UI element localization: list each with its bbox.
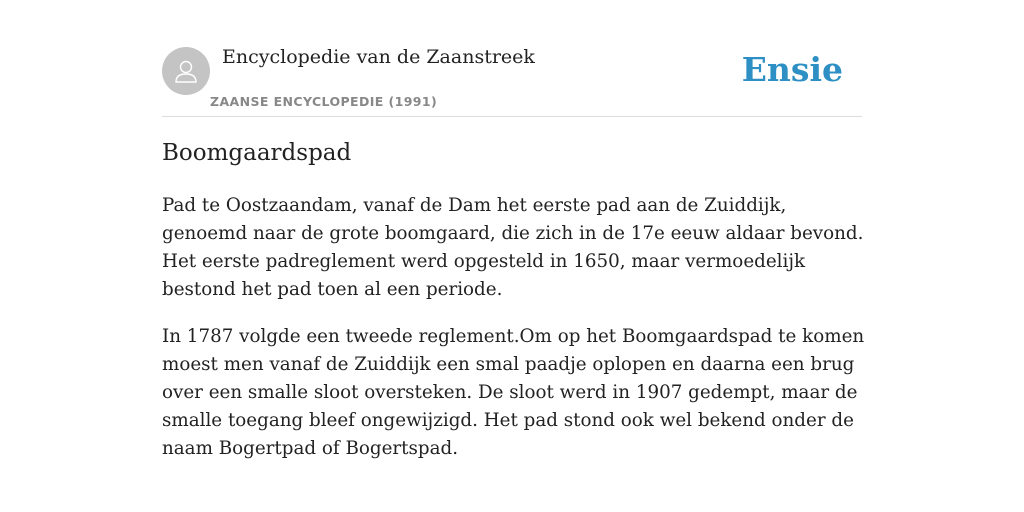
source-title[interactable]: Encyclopedie van de Zaanstreek bbox=[222, 46, 535, 68]
entry-body bbox=[162, 192, 866, 482]
user-icon bbox=[171, 56, 201, 86]
entry-card bbox=[162, 0, 865, 459]
source-header bbox=[162, 0, 862, 117]
entry-title: Boomgaardspad bbox=[162, 140, 352, 166]
entry-paragraph: Pad te Oostzaandam, vanaf de Dam het eerste pad aan de Zuiddijk, genoemd naar de grote boomgaard, die zich in de 17e eeuw aldaar bevond. Het eerste padreglement werd opgesteld in 1650, maar vermoedelijk bestond het pad toen al een periode. bbox=[162, 195, 864, 300]
entry-paragraph: In 1787 volgde een tweede reglement.Om op het Boomgaardspad te komen moest men vanaf de Zuiddijk een smal paadje oplopen en daarna een brug over een smalle sloot oversteken. De sloot werd in 1907 gedempt, maar de smalle toegang bleef ongewijzigd. Het pad stond ook wel bekend onder de naam Bogertpad of Bogertspad. bbox=[162, 326, 865, 459]
brand-logo[interactable]: Ensie bbox=[741, 50, 843, 89]
source-subtitle: ZAANSE ENCYCLOPEDIE (1991) bbox=[210, 94, 438, 109]
avatar[interactable] bbox=[162, 47, 210, 95]
